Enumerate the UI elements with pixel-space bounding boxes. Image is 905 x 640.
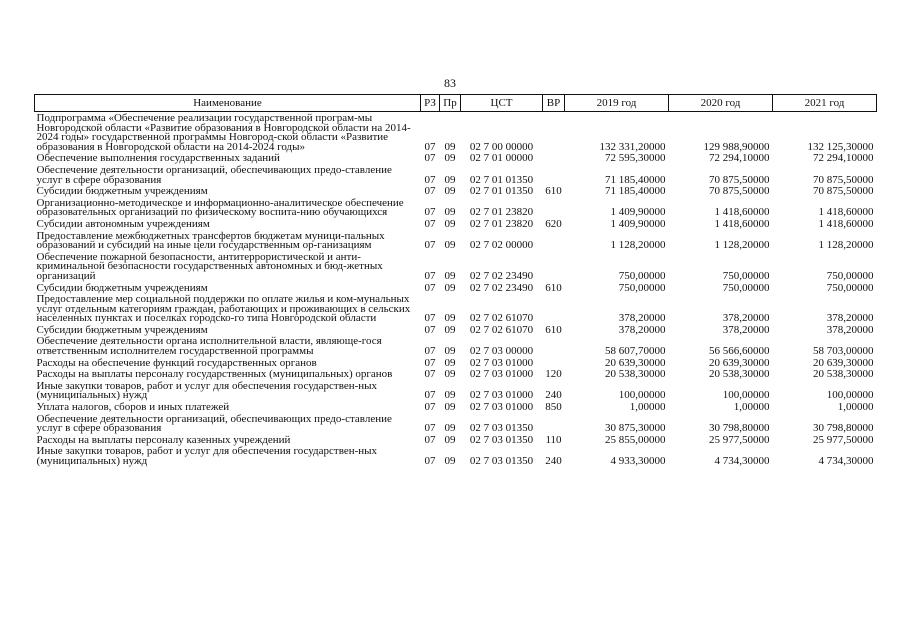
row-cst: 02 7 03 01000 (469, 389, 534, 402)
row-name: Иные закупки товаров, работ и услуг для обеспечения государствен-ных (муниципальных) нужд (36, 445, 378, 467)
row-2020: 4 734,30000 (714, 455, 770, 467)
row-name: Обеспечение выполнения государственных заданий (36, 152, 280, 165)
table-row (35, 164, 877, 185)
row-pr: 09 (444, 173, 456, 186)
row-2019: 58 607,70000 (605, 345, 666, 358)
row-2021: 1 418,60000 (818, 206, 874, 219)
row-2021: 378,20000 (826, 323, 874, 336)
row-vr (543, 293, 565, 324)
row-2019: 72 595,30000 (605, 152, 666, 165)
page-number: 83 (444, 76, 456, 90)
row-name: Предоставление мер социальной поддержки по оплате жилья и ком-мунальных услуг отдельным категориям граждан, работающих и проживающих в сельских населенных пунктах и поселках городско-го типа Новгородской области (36, 293, 411, 325)
row-2020: 1,00000 (733, 401, 770, 414)
row-cst: 02 7 00 00000 (469, 140, 534, 153)
row-rz: 07 (424, 140, 436, 153)
row-cst: 02 7 02 23490 (469, 269, 534, 282)
row-name: Расходы на выплаты персоналу государственных (муниципальных) органов (36, 368, 393, 381)
row-2021: 750,00000 (826, 269, 874, 282)
row-pr: 09 (444, 185, 456, 198)
row-pr: 09 (444, 455, 456, 467)
row-2020: 1 128,20000 (714, 239, 770, 252)
row-2021: 1 128,20000 (818, 239, 874, 252)
row-cst: 02 7 03 00000 (469, 345, 534, 358)
row-2021: 4 734,30000 (818, 455, 874, 467)
row-pr: 09 (444, 312, 456, 325)
row-2021: 1 418,60000 (818, 217, 874, 230)
row-2021: 100,00000 (826, 389, 874, 402)
row-rz: 07 (424, 217, 436, 230)
row-2020: 70 875,50000 (709, 185, 770, 198)
row-pr: 09 (444, 269, 456, 282)
row-vr: 120 (545, 368, 562, 381)
row-2020: 1 418,60000 (714, 206, 770, 219)
row-pr: 09 (444, 281, 456, 294)
row-2019: 1,00000 (629, 401, 666, 414)
row-2021: 72 294,10000 (813, 152, 874, 165)
row-pr: 09 (444, 140, 456, 153)
row-pr: 09 (444, 389, 456, 402)
row-2021: 25 977,50000 (813, 433, 874, 446)
row-rz: 07 (424, 389, 436, 402)
row-vr: 610 (545, 185, 562, 198)
row-cst: 02 7 01 01350 (469, 185, 534, 198)
row-rz: 07 (424, 281, 436, 294)
table-row (35, 413, 877, 434)
row-pr: 09 (444, 433, 456, 446)
table-row (35, 197, 877, 218)
row-name: Иные закупки товаров, работ и услуг для обеспечения государствен-ных (муниципальных) нужд (36, 379, 378, 402)
row-2020: 20 639,30000 (709, 356, 770, 369)
row-rz: 07 (424, 345, 436, 358)
row-2019: 1 409,90000 (610, 217, 666, 230)
row-pr: 09 (444, 206, 456, 219)
row-pr: 09 (444, 217, 456, 230)
header-rz: РЗ (421, 95, 440, 112)
row-name: Обеспечение деятельности организаций, обеспечивающих предо-ставление услуг в сфере образования (36, 412, 392, 435)
row-rz: 07 (424, 323, 436, 336)
row-2019: 25 855,00000 (605, 433, 666, 446)
budget-table (34, 94, 877, 467)
table-row (35, 335, 877, 356)
table-header (35, 95, 877, 112)
header-2020: 2020 год (669, 95, 773, 112)
row-2019: 1 409,90000 (610, 206, 666, 219)
row-2019: 1 128,20000 (610, 239, 666, 252)
row-pr: 09 (444, 345, 456, 358)
row-name: Подпрограмма «Обеспечение реализации государственной програм-мы Новгородской области «Развитие образования в Новгородской области на 2014-2024 годы» государственной программы Новгород-ской области «Развитие образования в Новгородской области на 2014-2024 годы» (36, 112, 411, 153)
row-cst: 02 7 02 00000 (469, 239, 534, 252)
row-name: Обеспечение деятельности органа исполнительной власти, являюще-гося ответственным исполнителем государственной программы (36, 335, 382, 358)
header-name: Наименование (35, 95, 421, 112)
row-cst: 02 7 03 01000 (469, 401, 534, 414)
row-vr (543, 230, 565, 251)
table-row (35, 293, 877, 324)
row-vr (543, 152, 565, 164)
row-2021: 58 703,00000 (813, 345, 874, 358)
row-2020: 100,00000 (722, 389, 770, 402)
row-2021: 20 639,30000 (813, 356, 874, 369)
row-cst: 02 7 03 01000 (469, 368, 534, 381)
row-2021: 750,00000 (826, 281, 874, 294)
row-name: Обеспечение деятельности организаций, обеспечивающих предо-ставление услуг в сфере образования (36, 163, 392, 186)
header-2021: 2021 год (773, 95, 877, 112)
row-2020: 1 418,60000 (714, 217, 770, 230)
row-rz: 07 (424, 269, 436, 282)
row-2019: 71 185,40000 (605, 185, 666, 198)
table-row (35, 445, 877, 466)
row-rz: 07 (424, 312, 436, 325)
row-vr (543, 413, 565, 434)
table-row (35, 218, 877, 230)
row-name: Субсидии бюджетным учреждениям (36, 281, 208, 294)
row-rz: 07 (424, 455, 436, 467)
row-name: Расходы на обеспечение функций государственных органов (36, 356, 317, 369)
row-rz: 07 (424, 422, 436, 435)
row-rz: 07 (424, 206, 436, 219)
row-vr: 240 (545, 389, 562, 402)
row-2020: 378,20000 (722, 323, 770, 336)
row-2020: 750,00000 (722, 281, 770, 294)
row-cst: 02 7 03 01350 (469, 433, 534, 446)
header-cst: ЦСТ (461, 95, 543, 112)
row-2019: 750,00000 (618, 269, 666, 282)
row-pr: 09 (444, 368, 456, 381)
row-2019: 132 331,20000 (599, 140, 666, 153)
row-vr (543, 164, 565, 185)
table-row (35, 401, 877, 413)
row-2019: 30 875,30000 (605, 422, 666, 435)
row-rz: 07 (424, 368, 436, 381)
row-vr: 610 (545, 281, 562, 294)
row-2019: 20 538,30000 (605, 368, 666, 381)
row-cst: 02 7 02 61070 (469, 312, 534, 325)
row-cst: 02 7 02 61070 (469, 323, 534, 336)
table-row (35, 368, 877, 380)
row-pr: 09 (444, 152, 456, 165)
row-name: Субсидии автономным учреждениям (36, 217, 210, 230)
row-2019: 378,20000 (618, 312, 666, 325)
table-row (35, 380, 877, 401)
row-pr: 09 (444, 239, 456, 252)
row-rz: 07 (424, 152, 436, 165)
row-rz: 07 (424, 433, 436, 446)
row-pr: 09 (444, 422, 456, 435)
row-name: Субсидии бюджетным учреждениям (36, 323, 208, 336)
row-rz: 07 (424, 356, 436, 369)
table-row (35, 324, 877, 336)
row-cst: 02 7 01 01350 (469, 173, 534, 186)
row-2020: 750,00000 (722, 269, 770, 282)
table-row (35, 251, 877, 282)
row-vr: 850 (545, 401, 562, 414)
table-row (35, 357, 877, 369)
row-vr: 610 (545, 323, 562, 336)
row-rz: 07 (424, 401, 436, 414)
row-2019: 378,20000 (618, 323, 666, 336)
table-row (35, 434, 877, 446)
table-row (35, 152, 877, 164)
header-2019: 2019 год (565, 95, 669, 112)
row-pr: 09 (444, 323, 456, 336)
row-cst: 02 7 01 23820 (469, 217, 534, 230)
row-cst: 02 7 01 00000 (469, 152, 534, 165)
table-row (35, 230, 877, 251)
row-vr (543, 335, 565, 356)
row-name: Обеспечение пожарной безопасности, антитеррористической и анти-криминальной безопасности государственных автономных и бюд-жетных организаций (36, 250, 383, 282)
row-name: Расходы на выплаты персоналу казенных учреждений (36, 433, 291, 446)
row-cst: 02 7 02 23490 (469, 281, 534, 294)
row-2021: 70 875,50000 (813, 185, 874, 198)
row-rz: 07 (424, 239, 436, 252)
row-2019: 71 185,40000 (605, 173, 666, 186)
row-2020: 72 294,10000 (709, 152, 770, 165)
row-2021: 132 125,30000 (807, 140, 874, 153)
row-2019: 4 933,30000 (610, 455, 666, 467)
row-2019: 750,00000 (618, 281, 666, 294)
row-cst: 02 7 01 23820 (469, 206, 534, 219)
row-pr: 09 (444, 401, 456, 414)
row-2020: 56 566,60000 (709, 345, 770, 358)
row-2021: 70 875,50000 (813, 173, 874, 186)
row-2020: 25 977,50000 (709, 433, 770, 446)
row-cst: 02 7 03 01350 (469, 455, 534, 467)
row-rz: 07 (424, 173, 436, 186)
row-name: Уплата налогов, сборов и иных платежей (36, 401, 230, 414)
row-vr (543, 251, 565, 282)
row-2019: 100,00000 (618, 389, 666, 402)
row-vr (543, 112, 565, 153)
row-rz: 07 (424, 185, 436, 198)
row-2020: 378,20000 (722, 312, 770, 325)
table-row (35, 112, 877, 153)
table-body (35, 112, 877, 467)
row-name: Предоставление межбюджетных трансфертов бюджетам муници-пальных образований и субсидий на иные цели государственным ор-ганизациям (36, 229, 385, 252)
row-2021: 378,20000 (826, 312, 874, 325)
row-vr: 620 (545, 217, 562, 230)
row-pr: 09 (444, 356, 456, 369)
row-2020: 20 538,30000 (709, 368, 770, 381)
row-2021: 1,00000 (837, 401, 874, 414)
row-cst: 02 7 03 01350 (469, 422, 534, 435)
row-name: Организационно-методическое и информационно-аналитическое обеспечение образовательных организаций по физическому воспита-нию обучающихся (36, 196, 404, 219)
row-2020: 30 798,80000 (709, 422, 770, 435)
row-vr: 110 (545, 433, 562, 446)
row-cst: 02 7 03 01000 (469, 356, 534, 369)
row-name: Субсидии бюджетным учреждениям (36, 185, 208, 198)
row-vr: 240 (545, 455, 562, 467)
row-vr (543, 197, 565, 218)
header-vr: ВР (543, 95, 565, 112)
row-vr (543, 357, 565, 369)
row-2021: 30 798,80000 (813, 422, 874, 435)
row-2020: 129 988,90000 (703, 140, 770, 153)
header-pr: Пр (440, 95, 461, 112)
row-2021: 20 538,30000 (813, 368, 874, 381)
table-row (35, 282, 877, 294)
row-2020: 70 875,50000 (709, 173, 770, 186)
row-2019: 20 639,30000 (605, 356, 666, 369)
table-row (35, 185, 877, 197)
